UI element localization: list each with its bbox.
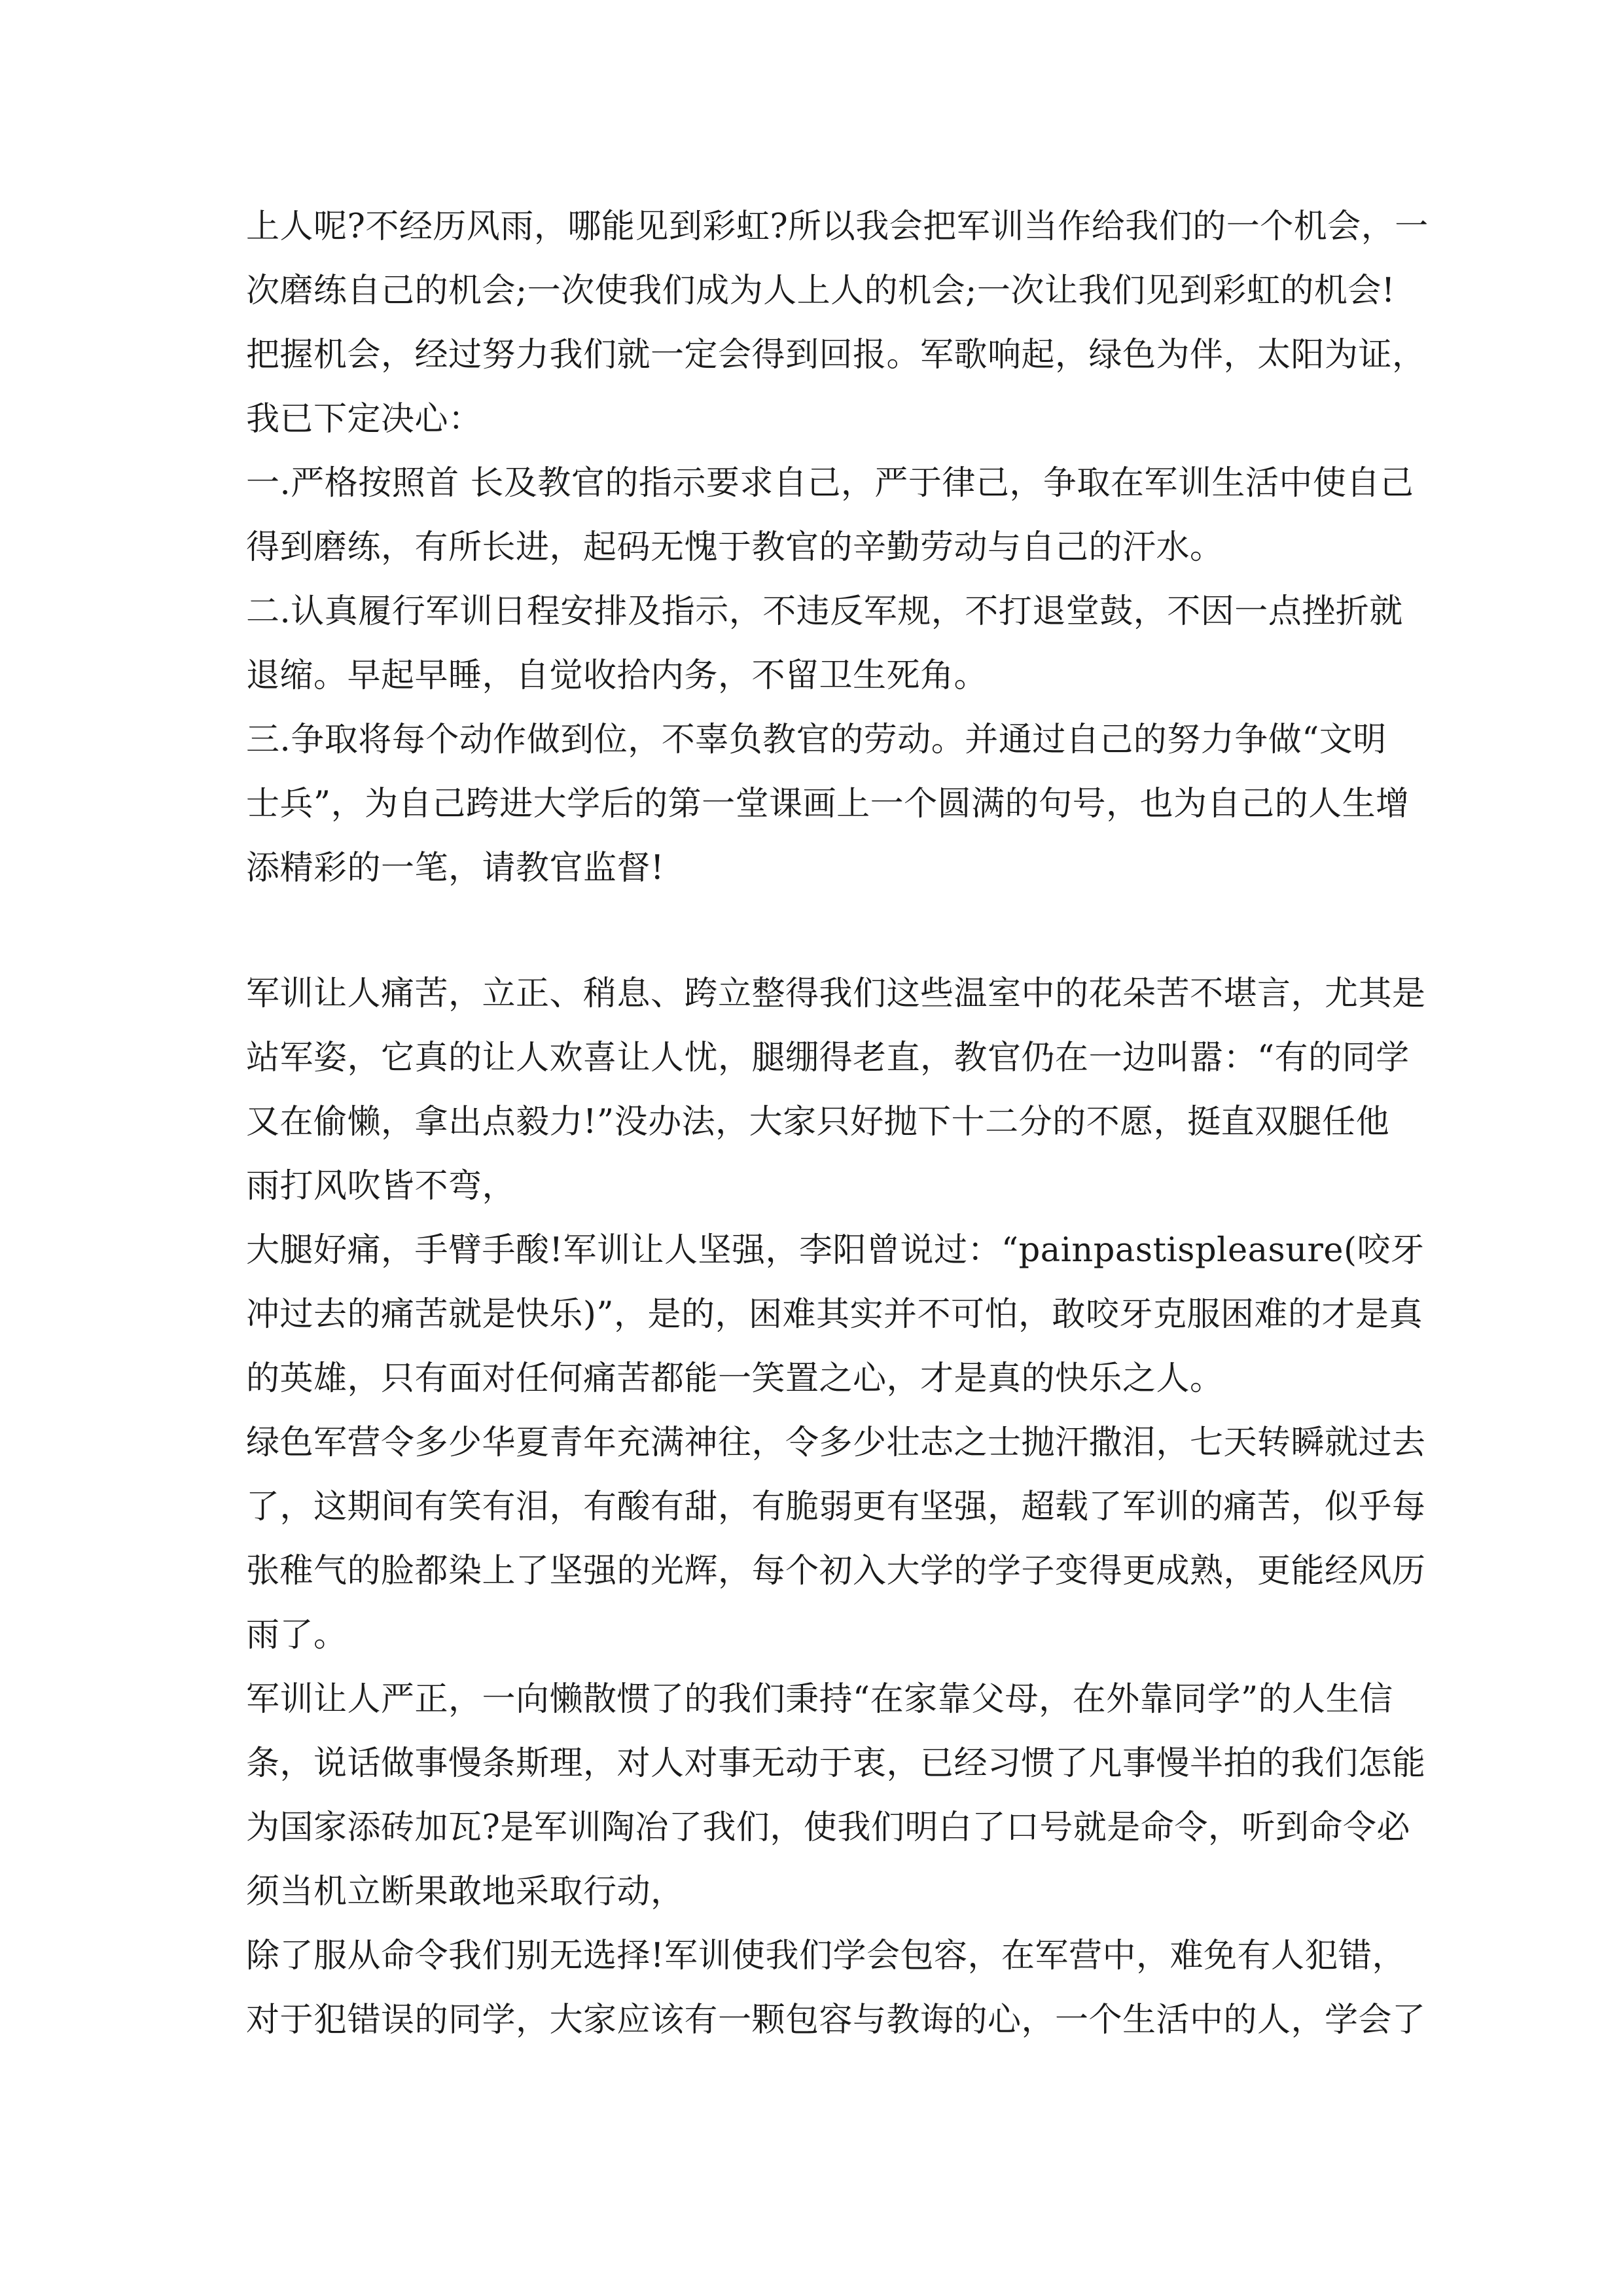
- text-line: 又在偷懒，拿出点毅力!”没办法，大家只好抛下十二分的不愿，挺直双腿任他: [246, 1103, 1390, 1141]
- text-line: 二.认真履行军训日程安排及指示，不违反军规，不打退堂鼓，不因一点挫折就: [246, 592, 1403, 631]
- resolution-section: [246, 195, 1429, 901]
- text-line: 士兵”，为自己跨进大学后的第一堂课画上一个圆满的句号，也为自己的人生增: [246, 785, 1410, 823]
- text-line: 得到磨练，有所长进，起码无愧于教官的辛勤劳动与自己的汗水。: [246, 528, 1224, 567]
- text-line: 站军姿，它真的让人欢喜让人忧，腿绷得老直，教官仍在一边叫嚣：“有的同学: [246, 1039, 1410, 1077]
- text-line: 雨打风吹皆不弯，: [246, 1167, 516, 1206]
- text-line: 一.严格按照首 长及教官的指示要求自己，严于律己，争取在军训生活中使自己: [246, 464, 1414, 503]
- text-line: 须当机立断果敢地采取行动，: [246, 1873, 685, 1911]
- text-line: 对于犯错误的同学，大家应该有一颗包容与教诲的心，一个生活中的人，学会了: [246, 2001, 1426, 2039]
- text-line: 张稚气的脸都染上了坚强的光辉，每个初入大学的学子变得更成熟，更能经风历: [246, 1552, 1426, 1590]
- text-line: 为国家添砖加瓦?是军训陶冶了我们，使我们明白了口号就是命令，听到命令必: [246, 1808, 1410, 1847]
- text-line: 添精彩的一笔，请教官监督!: [246, 849, 664, 888]
- text-line: 除了服从命令我们别无选择!军训使我们学会包容，在军营中，难免有人犯错，: [246, 1937, 1406, 1975]
- text-line: 三.争取将每个动作做到位，不辜负教官的劳动。并通过自己的努力争做“文明: [246, 721, 1387, 759]
- text-line: 雨了。: [246, 1616, 348, 1655]
- text-line: 把握机会，经过努力我们就一定会得到回报。军歌响起，绿色为伴，太阳为证，: [246, 336, 1426, 374]
- text-line: 上人呢?不经历风雨，哪能见到彩虹?所以我会把军训当作给我们的一个机会，一: [246, 207, 1429, 246]
- text-line: 我已下定决心：: [246, 400, 482, 439]
- text-line: 军训让人痛苦，立正、稍息、跨立整得我们这些温室中的花朵苦不堪言，尤其是: [246, 975, 1426, 1013]
- text-line: 了，这期间有笑有泪，有酸有甜，有脆弱更有坚强，超载了军训的痛苦，似乎每: [246, 1488, 1426, 1526]
- text-line: 绿色军营令多少华夏青年充满神往，令多少壮志之士抛汗撒泪，七天转瞬就过去: [246, 1424, 1426, 1462]
- text-line: 的英雄，只有面对任何痛苦都能一笑置之心，才是真的快乐之人。: [246, 1359, 1224, 1398]
- text-line: 退缩。早起早睡，自觉收拾内务，不留卫生死角。: [246, 656, 988, 695]
- essay-section: [246, 962, 1426, 2053]
- text-line: 冲过去的痛苦就是快乐)”，是的，困难其实并不可怕，敢咬牙克服困难的才是真: [246, 1295, 1423, 1334]
- text-line: 军训让人严正，一向懒散惯了的我们秉持“在家靠父母，在外靠同学”的人生信: [246, 1680, 1393, 1719]
- text-line: 条，说话做事慢条斯理，对人对事无动于衷，已经习惯了凡事慢半拍的我们怎能: [246, 1744, 1426, 1783]
- text-line: 次磨练自己的机会;一次使我们成为人上人的机会;一次让我们见到彩虹的机会!: [246, 272, 1395, 310]
- text-line: 大腿好痛，手臂手酸!军训让人坚强，李阳曾说过：“painpastispleasure(咬牙: [246, 1231, 1425, 1270]
